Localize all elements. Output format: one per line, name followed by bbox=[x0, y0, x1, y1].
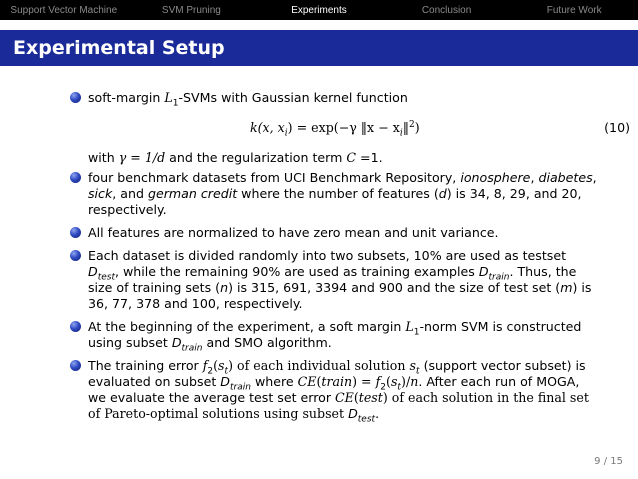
nav-item-conclusion[interactable]: Conclusion bbox=[421, 4, 472, 16]
bullet-ball-icon bbox=[70, 92, 81, 103]
bullet-item-2: four benchmark datasets from UCI Benchmark Repository, ionosphere, diabetes, sick, and german credit where the number of features (d) is 34, 8, 29, and 20, respectively. bbox=[70, 170, 600, 218]
nav-item-experiments[interactable]: Experiments bbox=[291, 4, 347, 16]
section-nav bbox=[0, 0, 638, 20]
slide-title: Experimental Setup bbox=[13, 37, 225, 59]
bullet-item-5: At the beginning of the experiment, a soft margin $L_1$-norm SVM is constructed using subset $D_{train}$ and SMO algorithm. bbox=[70, 319, 600, 351]
bullet-ball-icon bbox=[70, 227, 81, 238]
bullet-ball-icon bbox=[70, 172, 81, 183]
gamma-definition: with γ = 1/d and the regularization term C =1. bbox=[88, 150, 383, 165]
equation-number: (10) bbox=[604, 120, 630, 135]
nav-item-svm-pruning[interactable]: SVM Pruning bbox=[161, 4, 221, 16]
slide-content bbox=[70, 90, 630, 429]
page-number: 9 / 15 bbox=[594, 456, 623, 467]
nav-item-support-vector-machine[interactable]: Support Vector Machine bbox=[10, 4, 118, 16]
bullet-ball-icon bbox=[70, 360, 81, 371]
bullet-item-3: All features are normalized to have zero mean and unit variance. bbox=[70, 225, 600, 241]
nav-item-future-work[interactable]: Future Work bbox=[546, 4, 602, 16]
equation-body: k(x, $x_i) = \exp(-\gamma$ ‖x − $x_i‖^2$) bbox=[250, 119, 420, 139]
bullet-item-1: soft-margin $L_1$-SVMs with Gaussian kernel function bbox=[70, 90, 600, 106]
bullet-item-4: Each dataset is divided randomly into two subsets, 10% are used as testset $D_{test}$, while the remaining 90% are used as training examples $D_{train}$. Thus, the size of training sets (n) is 315, 691, 3394 and 900 and the size of test set (m) is 36, 77, 378 and 100, respectively. bbox=[70, 248, 600, 312]
bullet-ball-icon bbox=[70, 250, 81, 261]
bullet-item-6: The training error $f_2(s_t)$ of each individual solution $s_t$ (support vector subset) is evaluated on subset $D_{train}$ where CE(train) = $f_2(s_t)/n$. After each run of MOGA, we evaluate the average test set error CE(test) of each solution in the final set of Pareto-optimal solutions using subset $D_{test}$. bbox=[70, 358, 600, 422]
bullet-ball-icon bbox=[70, 321, 81, 332]
slide-title-bar bbox=[0, 30, 638, 66]
equation-10 bbox=[70, 114, 630, 144]
